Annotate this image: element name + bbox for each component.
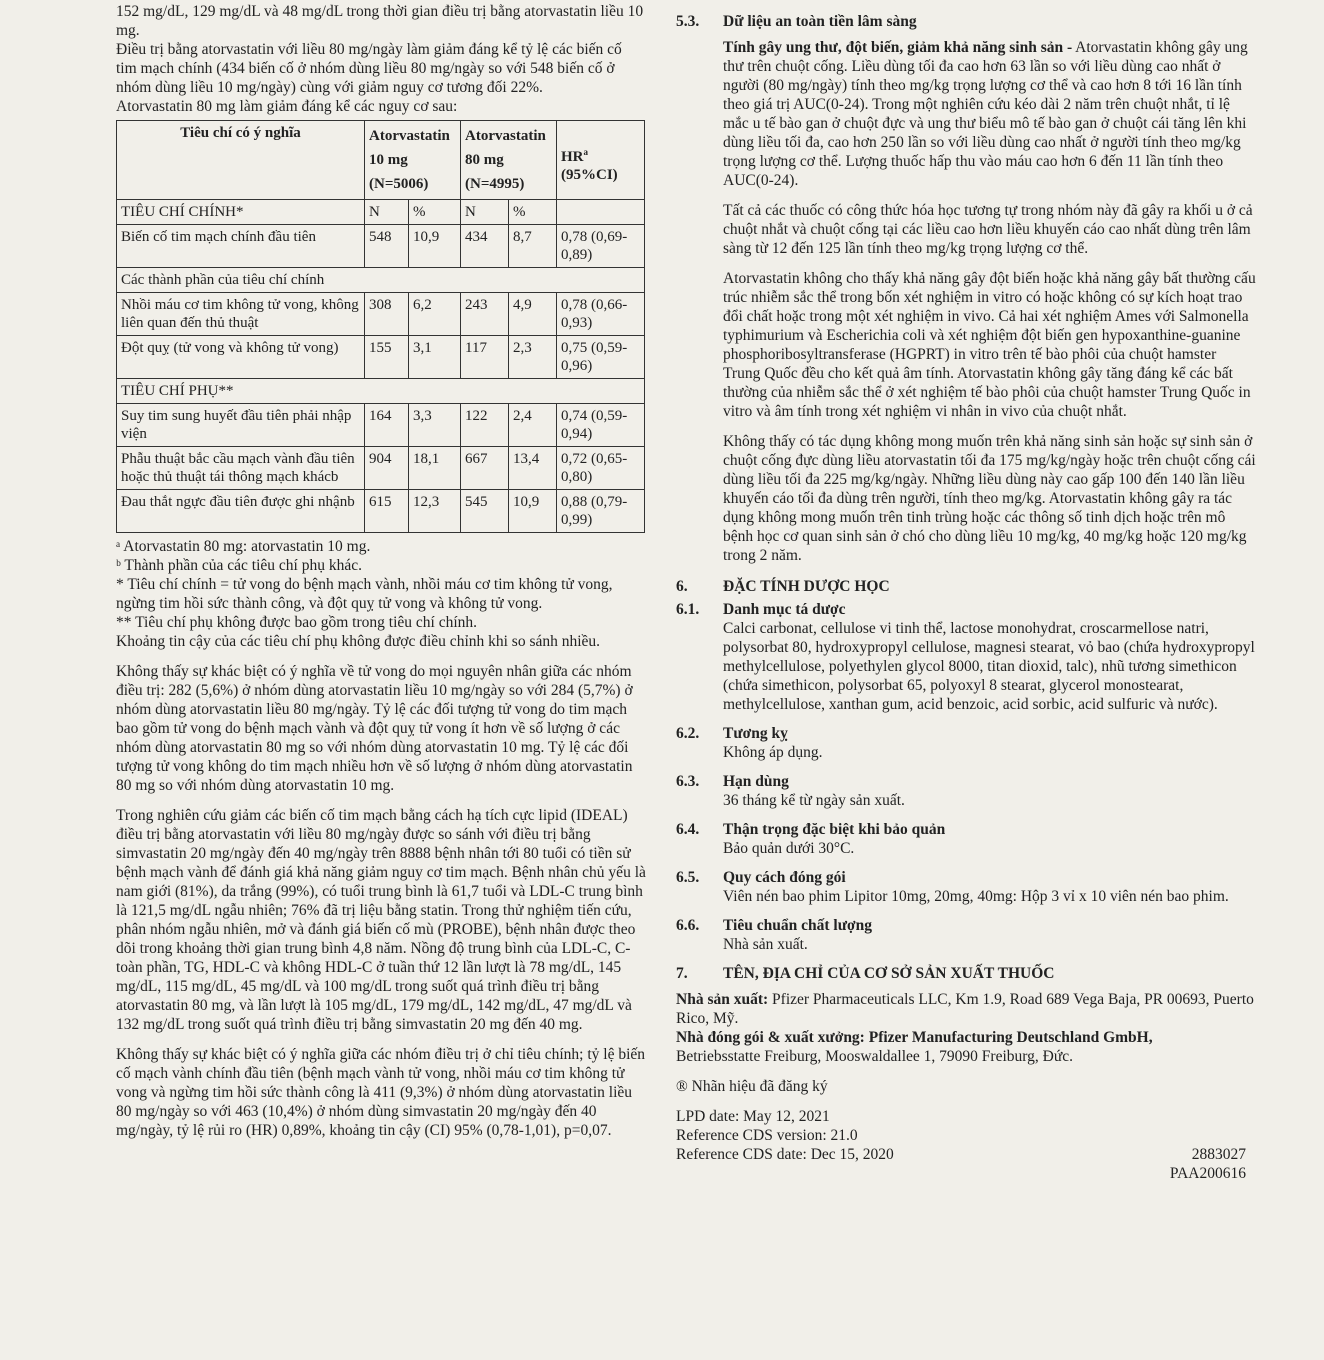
cell-n80: 434 [461, 225, 509, 268]
note-a: ᵃ Atorvastatin 80 mg: atorvastatin 10 mg. [116, 538, 371, 555]
cell-p10: 10,9 [409, 225, 461, 268]
row-label: Đau thắt ngực đầu tiên được ghi nhậnb [117, 490, 365, 533]
cell-n80: 667 [461, 447, 509, 490]
paragraph-tumors: Tất cả các thuốc có công thức hóa học tương tự trong nhóm này đã gây ra khối u ở cả chuột nhắt và chuột cống tại các liều cao hơn liều khuyến cáo cao nhất dùng trên lâm sàng từ 12 đến 125 lần tính theo mg/kg trọng lượng cơ thể. [723, 202, 1253, 257]
section-6-3 [676, 772, 1256, 810]
cell-hr: 0,75 (0,59-0,96) [557, 336, 645, 379]
cell-hr: 0,78 (0,69-0,89) [557, 225, 645, 268]
section-7 [676, 964, 1256, 983]
header-atorva-80: Atorvastatin 80 mg (N=4995) [461, 121, 557, 200]
section-number: 6.4. [676, 821, 700, 838]
risk-table [116, 120, 645, 533]
cell-n10: 164 [365, 404, 409, 447]
paragraph-effect: Điều trị bằng atorvastatin với liều 80 mg/ngày làm giảm đáng kể tỷ lệ các biến cố tim mạch chính (434 biến cố ở nhóm dùng liều 80 mg/ngày so với 548 biến cố ở nhóm dùng liều 10 mg/ngày) cùng với giảm nguy cơ tương đối 22%. [116, 41, 622, 96]
table-notes [116, 537, 646, 651]
manufacturer-value: Pfizer Pharmaceuticals LLC, Km 1.9, Road 689 Vega Baja, PR 00693, Puerto Rico, Mỹ. [676, 991, 1254, 1027]
section-title: ĐẶC TÍNH DƯỢC HỌC [723, 578, 890, 595]
row-label: Suy tim sung huyết đầu tiên phải nhập viện [117, 404, 365, 447]
paragraph-top: 152 mg/dL, 129 mg/dL và 48 mg/dL trong thời gian điều trị bằng atorvastatin liều 10 mg. [116, 3, 644, 39]
paragraph-mutagenicity: Atorvastatin không cho thấy khả năng gây đột biến hoặc khả năng gây bất thường cấu trúc nhiễm sắc thể trong bốn xét nghiệm in vitro có hoặc không có sự kích hoạt trao đổi chất hoặc trong một xét nghiệm in vivo. Cả hai xét nghiệm Ames với Salmonella typhimurium và Escherichia coli và xét nghiệm đột biến gen hypoxanthine-guanine phosphoribosyltransferase (HGPRT) in vitro trên tế bào phôi của chuột hamster Trung Quốc đều cho kết quả âm tính. Atorvastatin không gây tăng đáng kể các bất thường của nhiễm sắc thể ở xét nghiệm tế bào phôi của chuột hamster Trung Quốc in vitro và âm tính trong xét nghiệm vi nhân in vivo của chuột nhắt. [723, 270, 1256, 420]
section-secondary: TIÊU CHÍ PHỤ** [117, 379, 645, 404]
section-number: 6.2. [676, 725, 700, 742]
header-hr: $HR^a$ (95%CI) [557, 121, 645, 200]
section-title: Thận trọng đặc biệt khi bảo quản [723, 821, 946, 838]
cds-date: Reference CDS date: Dec 15, 2020 [676, 1146, 894, 1163]
section-title: Hạn dùng [723, 773, 789, 790]
section-title: Tiêu chuẩn chất lượng [723, 917, 872, 934]
cell-n10: 308 [365, 293, 409, 336]
cell-hr: 0,78 (0,66-0,93) [557, 293, 645, 336]
paragraph-mortality: Không thấy sự khác biệt có ý nghĩa về tử vong do mọi nguyên nhân giữa các nhóm điều trị: 282 (5,6%) ở nhóm dùng atorvastatin liều 10 mg/ngày so với 284 (5,7%) ở nhóm dùng atorvastatin liều 80 mg/ngày. Tỷ lệ các đối tượng tử vong do tim mạch bao gồm tử vong do bệnh mạch vành và đột quỵ tử vong ít hơn về số lượng ở các nhóm dùng atorvastatin 80 mg so với nhóm dùng atorvastatin 10 mg. Tỷ lệ các đối tượng tử vong không do tim mạch nhiều hơn về số lượng ở nhóm dùng atorvastatin 80 mg so với nhóm dùng atorvastatin 10 mg. [116, 663, 633, 794]
col-n: N [365, 200, 409, 225]
section-6-4 [676, 820, 1256, 858]
table-row [117, 404, 645, 447]
section-number: 6.1. [676, 601, 700, 618]
cell-n10: 548 [365, 225, 409, 268]
left-column [116, 0, 646, 1140]
cell-p10: 12,3 [409, 490, 461, 533]
cds-version: Reference CDS version: 21.0 [676, 1127, 858, 1144]
section-title: Danh mục tá dược [723, 601, 846, 618]
note-ci: Khoảng tin cậy của các tiêu chí phụ không được điều chỉnh khi so sánh nhiều. [116, 633, 601, 650]
section-6-2 [676, 724, 1256, 762]
paragraph-ideal: Trong nghiên cứu giảm các biến cố tim mạch bằng cách hạ tích cực lipid (IDEAL) điều trị bằng atorvastatin với liều 80 mg/ngày được so sánh với điều trị bằng simvastatin 20 mg/ngày đến 40 mg/ngày trên 8888 bệnh nhân tới 80 tuổi có tiền sử bệnh mạch vành để đánh giá khả năng giảm nguy cơ tim mạch. Bệnh nhân chủ yếu là nam giới (81%), da trắng (99%), có tuổi trung bình là 61,7 tuổi và LDL-C trung bình là 121,5 mg/dL ngẫu nhiên; 76% đã trị liệu bằng statin. Trong thử nghiệm tiến cứu, phân nhóm ngẫu nhiên, mở và đánh giá biến cố mù (PROBE), bệnh nhân được theo dõi trong khoảng thời gian trung bình 4,8 năm. Nồng độ trung bình của LDL-C, C- toàn phần, TG, HDL-C và không HDL-C ở tuần thứ 12 lần lượt là 78 mg/dL, 145 mg/dL, 115 mg/dL, 45 mg/dL và 100 mg/dL trong suốt quá trình điều trị bằng atorvastatin 80 mg, và lần lượt là 105 mg/dL, 179 mg/dL, 142 mg/dL, 47 mg/dL và 132 mg/dL trong suốt quá trình điều trị bằng simvastatin 20 mg đến 40 mg. [116, 807, 646, 1033]
cell-p10: 3,3 [409, 404, 461, 447]
section-number: 7. [676, 965, 688, 982]
section-body: Bảo quản dưới 30°C. [723, 840, 855, 857]
cell-p80: 8,7 [509, 225, 557, 268]
section-6-5 [676, 868, 1256, 906]
paragraph-primary: Không thấy sự khác biệt có ý nghĩa giữa các nhóm điều trị ở chỉ tiêu chính; tỷ lệ biến cố mạch vành chính đầu tiên (bệnh mạch vành tử vong, nhồi máu cơ tim không tử vong và ngừng tim hồi sức thành công là 411 (9,3%) ở nhóm dùng atorvastatin liều 80 mg/ngày so với 463 (10,4%) ở nhóm dùng simvastatin 20 mg/ngày đến 40 mg/ngày, tỷ lệ rủi ro (HR) 0,89%, khoảng tin cậy (CI) 95% (0,78-1,01), p=0,07. [116, 1046, 646, 1139]
section-number: 6.3. [676, 773, 700, 790]
section-primary: TIÊU CHÍ CHÍNH* [117, 200, 365, 225]
header-criteria: Tiêu chí có ý nghĩa [117, 121, 365, 200]
cell-p80: 2,3 [509, 336, 557, 379]
section-5-3 [676, 12, 1256, 31]
row-label: Đột quỵ (tử vong và không tử vong) [117, 336, 365, 379]
note-b: ᵇ Thành phần của các tiêu chí phụ khác. [116, 557, 362, 574]
cell-hr: 0,74 (0,59-0,94) [557, 404, 645, 447]
right-column [676, 0, 1256, 1183]
note-star1: * Tiêu chí chính = tử vong do bệnh mạch vành, nhồi máu cơ tim không tử vong, ngừng tim hồi sức thành công, và đột quỵ tử vong và không tử vong. [116, 576, 613, 612]
packager [676, 1028, 1256, 1047]
col-pct: % [409, 200, 461, 225]
section-number: 5.3. [676, 13, 700, 30]
section-body: Nhà sản xuất. [723, 936, 808, 953]
cell-p10: 18,1 [409, 447, 461, 490]
paragraph-lead: Atorvastatin 80 mg làm giảm đáng kể các nguy cơ sau: [116, 98, 458, 115]
cell-hr: 0,88 (0,79-0,99) [557, 490, 645, 533]
cell-n10: 615 [365, 490, 409, 533]
subheading: Tính gây ung thư, đột biến, giảm khả năng sinh sản - [723, 39, 1073, 56]
paragraph-fertility: Không thấy có tác dụng không mong muốn trên khả năng sinh sản hoặc sự sinh sản ở chuột cống đực dùng liều atorvastatin tối đa 175 mg/kg/ngày hoặc trên chuột cống cái dùng liều tối đa 225 mg/kg/ngày. Những liều dùng này cao gấp 100 đến 140 lần liều khuyến cáo tối đa dùng trên người, tính theo mg/kg. Atorvastatin không gây ra tác dụng không mong muốn trên tinh trùng hoặc các thông số tinh dịch hoặc trên mô bệnh học cơ quan sinh sản ở chó cho dùng liều 10 mg/kg, 40 mg/kg hoặc 120 mg/kg trong 2 năm. [723, 433, 1256, 564]
row-label: Biến cố tim mạch chính đầu tiên [117, 225, 365, 268]
section-6-1 [676, 600, 1256, 714]
lpd-date: LPD date: May 12, 2021 [676, 1108, 830, 1125]
packager-value: Pfizer Manufacturing Deutschland GmbH, [864, 1029, 1153, 1046]
section-title: Tương kỵ [723, 725, 788, 742]
header-atorva-10: Atorvastatin 10 mg (N=5006) [365, 121, 461, 200]
cell-p80: 2,4 [509, 404, 557, 447]
table-header-row [117, 121, 645, 200]
cds-date-line [676, 1145, 1256, 1164]
note-star2: ** Tiêu chí phụ không được bao gồm trong tiêu chí chính. [116, 614, 478, 631]
manufacturer-label: Nhà sản xuất: [676, 991, 769, 1008]
cell-p80: 10,9 [509, 490, 557, 533]
document-code-2: PAA200616 [1169, 1165, 1246, 1182]
cell-n10: 904 [365, 447, 409, 490]
table-row [117, 490, 645, 533]
section-body: 36 tháng kể từ ngày sản xuất. [723, 792, 905, 809]
paragraph-carcinogenicity [723, 38, 1256, 190]
section-number: 6.5. [676, 869, 700, 886]
section-6 [676, 577, 1256, 596]
cell-n80: 122 [461, 404, 509, 447]
table-row [117, 379, 645, 404]
packager-address: Betriebsstatte Freiburg, Mooswaldallee 1, 79090 Freiburg, Đức. [676, 1048, 1073, 1065]
section-number: 6. [676, 578, 688, 595]
cell-p10: 3,1 [409, 336, 461, 379]
section-number: 6.6. [676, 917, 700, 934]
row-label: Phẫu thuật bắc cầu mạch vành đầu tiên hoặc thủ thuật tái thông mạch khácb [117, 447, 365, 490]
trademark-note: ® Nhãn hiệu đã đăng ký [676, 1078, 828, 1095]
manufacturer [676, 990, 1256, 1028]
table-row [117, 225, 645, 268]
table-row [117, 200, 645, 225]
section-title: TÊN, ĐỊA CHỈ CỦA CƠ SỞ SẢN XUẤT THUỐC [723, 965, 1055, 982]
document-code: 2883027 [1191, 1146, 1246, 1163]
section-body: Không áp dụng. [723, 744, 823, 761]
cell-p10: 6,2 [409, 293, 461, 336]
cell-empty [557, 200, 645, 225]
cell-n10: 155 [365, 336, 409, 379]
section-body: Calci carbonat, cellulose vi tinh thể, lactose monohydrat, croscarmellose natri, polysorbat 80, hydroxypropyl cellulose, magnesi stearat, vỏ bao (chứa hydroxypropyl methylcellulose, polyethylen glycol 8000, titan dioxid, talc), nhũ tương simethicon (chứa simethicon, polysorbat 65, polyoxyl 8 stearat, glycerol monostearat, methylcellulose, xanthan gum, acid benzoic, acid sorbic, acid sulfuric và nước). [723, 620, 1255, 713]
cell-n80: 243 [461, 293, 509, 336]
row-label: Nhồi máu cơ tim không tử vong, không liên quan đến thủ thuật [117, 293, 365, 336]
section-components: Các thành phần của tiêu chí chính [117, 268, 645, 293]
section-6-6 [676, 916, 1256, 954]
col-n: N [461, 200, 509, 225]
cell-n80: 117 [461, 336, 509, 379]
cell-hr: 0,72 (0,65-0,80) [557, 447, 645, 490]
cell-p80: 4,9 [509, 293, 557, 336]
packager-label: Nhà đóng gói & xuất xưởng: [676, 1029, 865, 1046]
cell-n80: 545 [461, 490, 509, 533]
section-title: Dữ liệu an toàn tiền lâm sàng [723, 13, 917, 30]
table-row [117, 268, 645, 293]
table-row [117, 336, 645, 379]
section-body: Viên nén bao phim Lipitor 10mg, 20mg, 40mg: Hộp 3 vỉ x 10 viên nén bao phim. [723, 888, 1229, 905]
manufacturer-block [676, 990, 1256, 1183]
section-title: Quy cách đóng gói [723, 869, 846, 886]
table-row [117, 293, 645, 336]
table-row [117, 447, 645, 490]
col-pct: % [509, 200, 557, 225]
cell-p80: 13,4 [509, 447, 557, 490]
paragraph-text: Atorvastatin không gây ung thư trên chuột cống. Liều dùng tối đa cao hơn 63 lần so với liều dùng cao nhất ở người (80 mg/ngày) tính theo mg/kg trọng lượng cơ thể và cao hơn 8 tới 16 lần tính theo giá trị AUC(0-24). Trong một nghiên cứu kéo dài 2 năm trên chuột nhắt, tỉ lệ mắc u tế bào gan ở chuột đực và ung thư biểu mô tế bào gan ở chuột cái tăng lên khi dùng liều tối đa, cao hơn 250 lần so với liều dùng cao nhất ở người tính theo mg/kg trọng lượng cơ thể. Lượng thuốc hấp thu vào máu cao hơn 6 đến 11 lần tính theo AUC(0-24). [723, 39, 1248, 189]
